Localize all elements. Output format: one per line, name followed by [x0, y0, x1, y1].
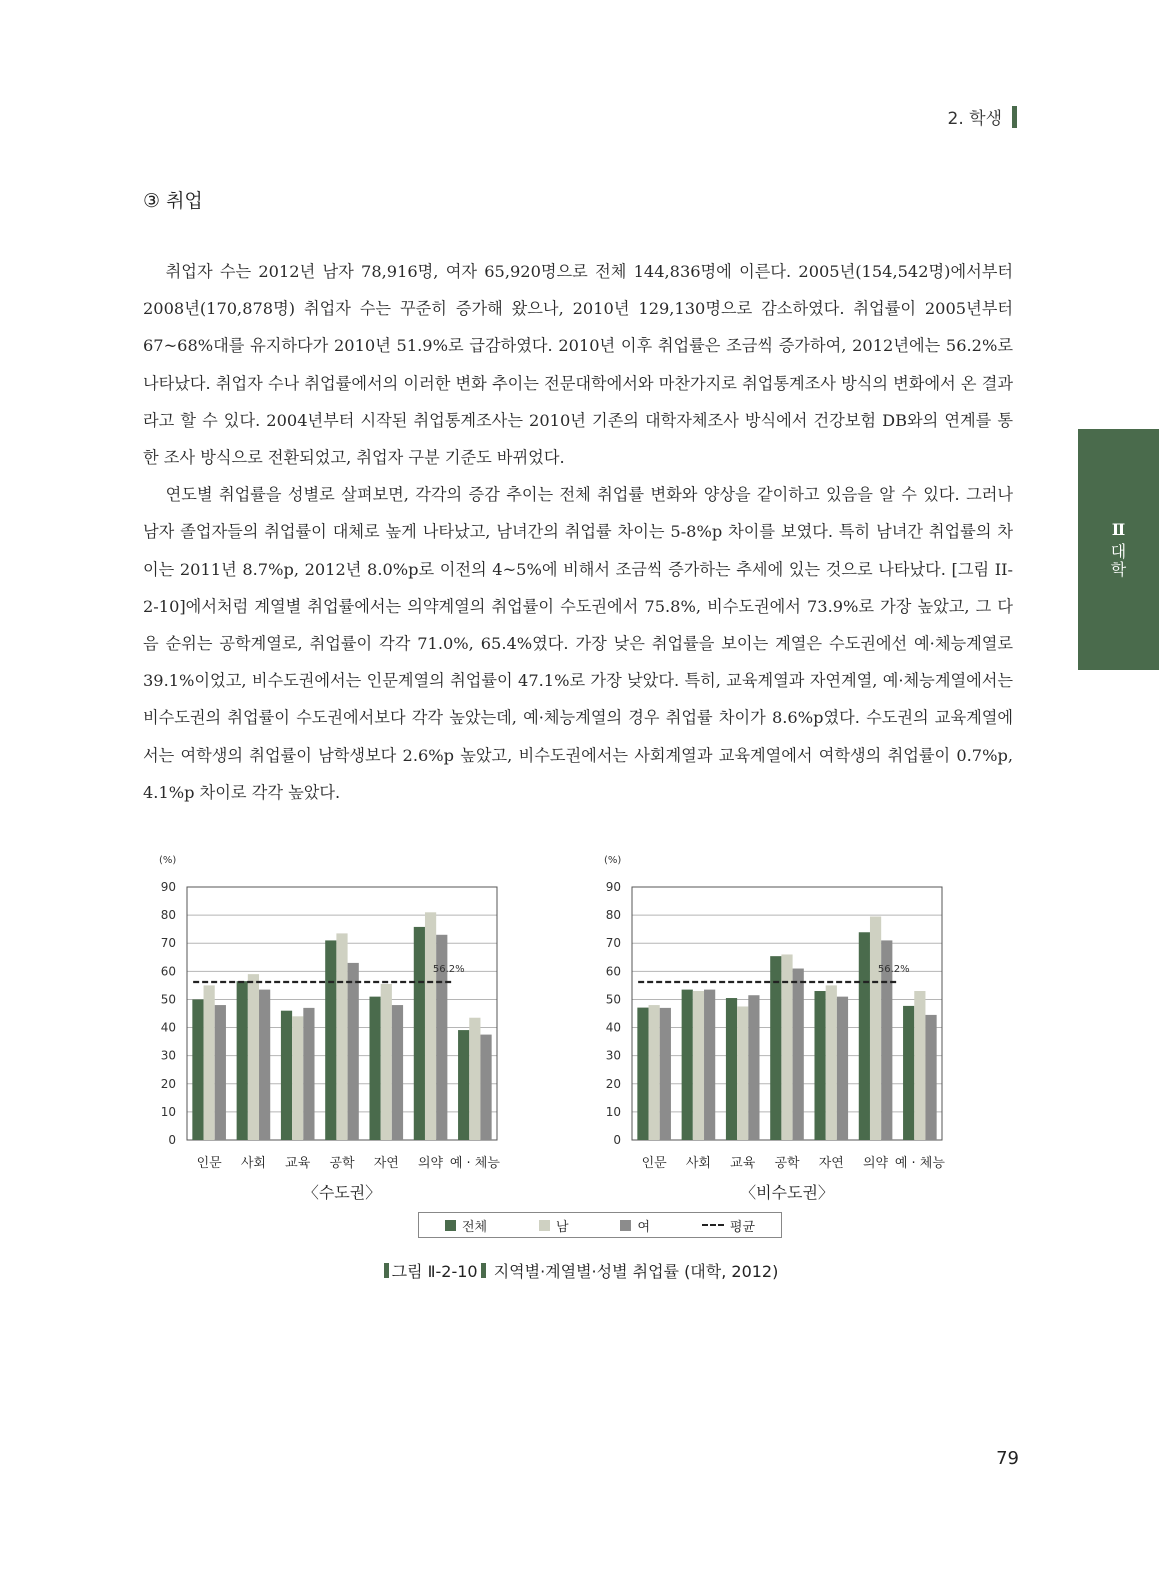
legend-dash-average: [702, 1224, 724, 1226]
noncapital-bar-male: [826, 985, 837, 1140]
noncapital-y-tick-label: 90: [605, 880, 621, 894]
noncapital-bar-male: [737, 1006, 748, 1140]
legend-label-average: 평균: [729, 1219, 756, 1235]
legend-item-male: [539, 1216, 569, 1235]
capital-y-tick-label: 50: [160, 992, 176, 1007]
capital-x-tick-label: 교육: [285, 1156, 311, 1171]
caption-text: 지역별·계열별·성별 취업률 (대학, 2012): [493, 1262, 779, 1281]
capital-bar-total: [237, 981, 248, 1140]
noncapital-bar-total: [814, 991, 825, 1140]
figure-caption: [0, 1259, 1159, 1282]
capital-y-tick-label: 30: [160, 1048, 176, 1063]
noncapital-x-tick-label: 자연: [818, 1156, 844, 1171]
noncapital-bar-male: [914, 991, 925, 1140]
paragraph-2: 연도별 취업률을 성별로 살펴보면, 각각의 증감 추이는 전체 취업률 변화와 양상을 같이하고 있음을 알 수 있다. 그러나 남자 졸업자들의 취업률이 대체로 높게 나타났고, 남녀간의 취업률 차이는 5-8%p 차이를 보였다. 특히 남녀간 취업률의 차이는 2011년 8.7%p, 2012년 8.0%p로 이전의 4~5%에 비해서 조금씩 증가하는 추세에 있는 것으로 나타났다. [그림 II-2-10]에서처럼 계열별 취업률에서는 의약계열의 취업률이 수도권에서 75.8%, 비수도권에서 73.9%로 가장 높았고, 그 다음 순위는 공학계열로, 취업률이 각각 71.0%, 65.4%였다. 가장 낮은 취업률을 보이는 계열은 수도권에선 예·체능계열로 39.1%이었고, 비수도권에서는 인문계열의 취업률이 47.1%로 가장 낮았다. 특히, 교육계열과 자연계열, 예·체능계열에서는 비수도권의 취업률이 수도권에서보다 각각 높았는데, 예·체능계열의 경우 취업률 차이가 8.6%p였다. 수도권의 교육계열에서는 여학생의 취업률이 남학생보다 2.6%p 높았고, 비수도권에서는 사회계열과 교육계열에서 여학생의 취업률이 0.7%p, 4.1%p 차이로 각각 높았다.: [143, 485, 1013, 802]
side-tab-char-2: 학: [1110, 559, 1127, 579]
legend-label-female: 여: [637, 1219, 651, 1235]
noncapital-bar-female: [704, 990, 715, 1140]
body-text: [143, 253, 1013, 811]
noncapital-y-tick-label: 40: [605, 1020, 621, 1035]
noncapital-bar-female: [925, 1015, 936, 1140]
legend-swatch-total: [445, 1220, 456, 1231]
caption-bar-right: [481, 1263, 486, 1278]
noncapital-bar-total: [726, 998, 737, 1140]
capital-y-tick-label: 20: [160, 1076, 176, 1091]
capital-x-tick-label: 예 · 체능: [449, 1156, 500, 1171]
noncapital-bar-female: [660, 1008, 671, 1140]
capital-bar-male: [248, 974, 259, 1140]
noncapital-x-tick-label: 의약: [863, 1156, 889, 1171]
noncapital-x-tick-label: 교육: [730, 1156, 756, 1171]
bar-charts-svg: [140, 846, 1020, 1206]
legend-swatch-female: [620, 1220, 631, 1231]
chart-legend: [418, 1212, 782, 1238]
running-header: [948, 104, 1017, 129]
noncapital-bar-male: [870, 917, 881, 1140]
noncapital-bar-female: [793, 969, 804, 1140]
noncapital-y-tick-label: 30: [605, 1048, 621, 1063]
noncapital-y-unit-label: (%): [604, 855, 622, 866]
capital-x-tick-label: 사회: [240, 1156, 266, 1171]
page-number: 79: [996, 1448, 1019, 1469]
legend-item-total: [445, 1216, 487, 1235]
capital-bar-total: [369, 997, 380, 1140]
running-header-text: 2. 학생: [947, 109, 1002, 129]
noncapital-bar-total: [770, 956, 781, 1140]
capital-bar-female: [348, 963, 359, 1140]
legend-item-female: [620, 1216, 650, 1235]
capital-bar-male: [381, 984, 392, 1140]
header-accent-bar: [1012, 106, 1017, 128]
side-tab-char-1: 대: [1110, 541, 1127, 561]
capital-x-tick-label: 인문: [196, 1156, 222, 1171]
noncapital-y-tick-label: 0: [613, 1133, 621, 1147]
capital-bar-total: [458, 1030, 469, 1140]
capital-y-tick-label: 0: [168, 1133, 176, 1147]
section-title: ③ 취업: [143, 190, 203, 212]
noncapital-average-label: 56.2%: [877, 964, 910, 976]
capital-bar-total: [281, 1011, 292, 1140]
noncapital-y-tick-label: 20: [605, 1076, 621, 1091]
noncapital-x-tick-label: 사회: [685, 1156, 711, 1171]
capital-bar-male: [469, 1018, 480, 1140]
capital-bar-male: [292, 1016, 303, 1140]
noncapital-bar-total: [682, 990, 693, 1140]
noncapital-bar-total: [903, 1006, 914, 1140]
capital-bar-female: [303, 1008, 314, 1140]
capital-bar-male: [336, 933, 347, 1140]
caption-number: Ⅱ-2-10: [427, 1262, 478, 1281]
capital-bar-total: [325, 940, 336, 1140]
capital-bar-female: [392, 1005, 403, 1140]
capital-x-tick-label: 자연: [373, 1156, 399, 1171]
noncapital-bar-male: [649, 1005, 660, 1140]
noncapital-chart-title: 〈비수도권〉: [740, 1183, 834, 1202]
capital-bar-male: [204, 985, 215, 1140]
noncapital-bar-male: [693, 991, 704, 1140]
side-tab-roman: Ⅱ: [1111, 519, 1126, 539]
noncapital-bar-total: [859, 932, 870, 1140]
legend-label-male: 남: [555, 1219, 569, 1235]
capital-bar-male: [425, 912, 436, 1140]
capital-chart-title: 〈수도권〉: [302, 1183, 382, 1202]
figure-charts: [140, 846, 1020, 1210]
caption-label: 그림: [391, 1262, 423, 1281]
legend-label-total: 전체: [461, 1219, 488, 1235]
legend-swatch-male: [539, 1220, 550, 1231]
noncapital-y-tick-label: 60: [605, 964, 621, 979]
capital-bar-female: [480, 1035, 491, 1140]
capital-y-tick-label: 10: [160, 1104, 176, 1119]
capital-bar-female: [215, 1005, 226, 1140]
capital-y-unit-label: (%): [159, 855, 177, 866]
noncapital-y-tick-label: 80: [605, 908, 621, 923]
noncapital-x-tick-label: 인문: [641, 1156, 667, 1171]
noncapital-y-tick-label: 50: [605, 992, 621, 1007]
capital-y-tick-label: 80: [160, 908, 176, 923]
noncapital-bar-female: [748, 995, 759, 1140]
noncapital-x-tick-label: 예 · 체능: [894, 1156, 945, 1171]
capital-bar-total: [414, 927, 425, 1140]
noncapital-y-tick-label: 70: [605, 936, 621, 951]
caption-bar-left: [384, 1263, 389, 1278]
capital-bar-female: [259, 990, 270, 1140]
paragraph-1: 취업자 수는 2012년 남자 78,916명, 여자 65,920명으로 전체 144,836명에 이른다. 2005년(154,542명)에서부터 2008년(170,878명) 취업자 수는 꾸준히 증가해 왔으나, 2010년 129,130명으로 감소하였다. 취업률이 2005년부터 67~68%대를 유지하다가 2010년 51.9%로 급감하였다. 2010년 이후 취업률은 조금씩 증가하여, 2012년에는 56.2%로 나타났다. 취업자 수나 취업률에서의 이러한 변화 추이는 전문대학에서와 마찬가지로 취업통계조사 방식의 변화에서 온 결과라고 할 수 있다. 2004년부터 시작된 취업통계조사는 2010년 기존의 대학자체조사 방식에서 건강보험 DB와의 연계를 통한 조사 방식으로 전환되었고, 취업자 구분 기준도 바뀌었다.: [143, 262, 1013, 468]
noncapital-bar-female: [837, 997, 848, 1140]
legend-item-average: [702, 1216, 755, 1235]
capital-y-tick-label: 40: [160, 1020, 176, 1035]
capital-y-tick-label: 60: [160, 964, 176, 979]
chapter-side-tab: [1078, 429, 1159, 670]
capital-x-tick-label: 의약: [418, 1156, 444, 1171]
capital-bar-total: [192, 999, 203, 1140]
noncapital-bar-total: [637, 1008, 648, 1140]
capital-average-label: 56.2%: [432, 964, 465, 976]
noncapital-y-tick-label: 10: [605, 1104, 621, 1119]
noncapital-x-tick-label: 공학: [774, 1156, 800, 1171]
capital-y-tick-label: 90: [160, 880, 176, 894]
capital-x-tick-label: 공학: [329, 1156, 355, 1171]
capital-y-tick-label: 70: [160, 936, 176, 951]
